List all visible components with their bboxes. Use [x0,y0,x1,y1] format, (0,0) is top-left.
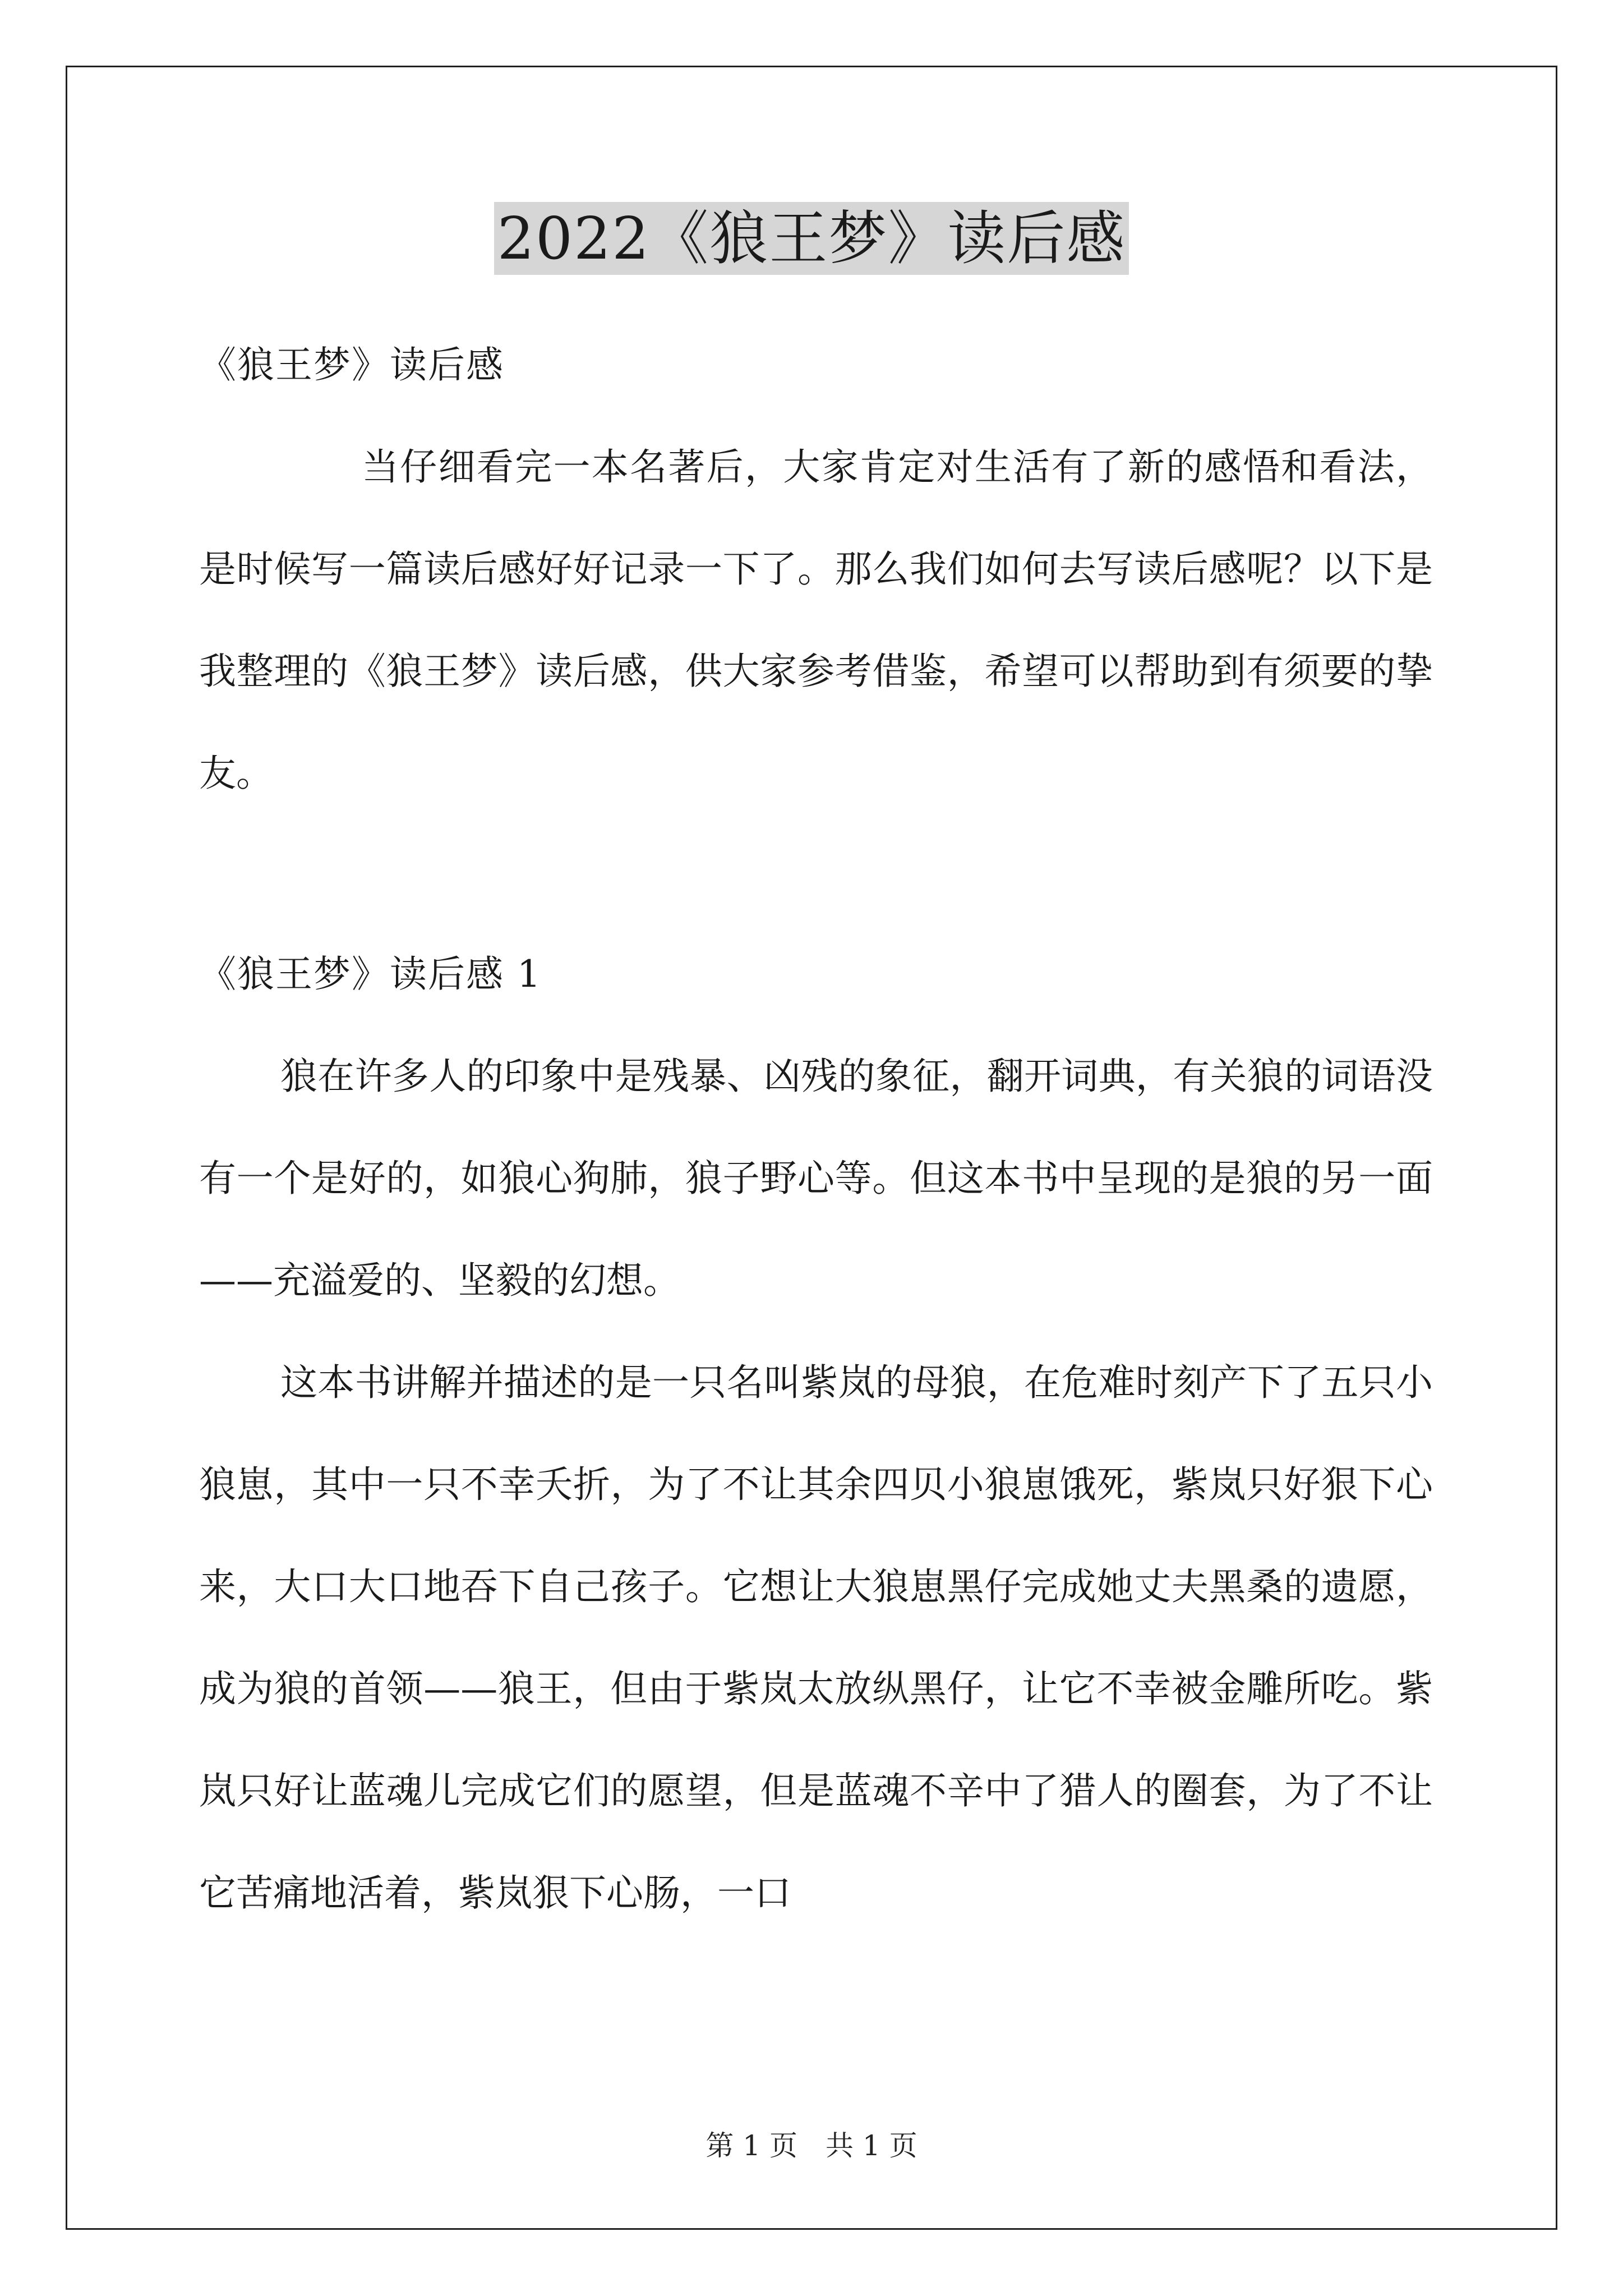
page-number: 第 1 页 [706,2129,797,2162]
body-paragraph: 这本书讲解并描述的是一只名叫紫岚的母狼，在危难时刻产下了五只小狼崽，其中一只不幸夭折，为了不让其余四贝小狼崽饿死，紫岚只好狠下心来，大口大口地吞下自己孩子。它想让大狼崽黑仔完成她丈夫黑桑的遗愿，成为狼的首领——狼王，但由于紫岚太放纵黑仔，让它不幸被金雕所吃。紫岚只好让蓝魂儿完成它们的愿望，但是蓝魂不辛中了猎人的圈套，为了不让它苦痛地活着，紫岚狠下心肠，一口 [199,1361,1433,1915]
title-block [0,202,1623,275]
section-spacer [199,825,1433,923]
document-title: 2022《狼王梦》读后感 [494,202,1129,275]
page-footer [0,2126,1623,2165]
subheading: 《狼王梦》读后感 [199,343,504,386]
section-heading: 《狼王梦》读后感 1 [199,953,542,996]
intro-paragraph: 当仔细看完一本名著后，大家肯定对生活有了新的感悟和看法，是时候写一篇读后感好好记录一下了。那么我们如何去写读后感呢？以下是我整理的《狼王梦》读后感，供大家参考借鉴，希望可以帮助到有须要的挚友。 [199,445,1433,795]
page-total: 共 1 页 [826,2129,917,2162]
document-body [199,314,1433,1944]
body-paragraph: 狼在许多人的印象中是残暴、凶残的象征，翻开词典，有关狼的词语没有一个是好的，如狼心狗肺，狼子野心等。但这本书中呈现的是狼的另一面——充溢爱的、坚毅的幻想。 [199,1055,1433,1302]
